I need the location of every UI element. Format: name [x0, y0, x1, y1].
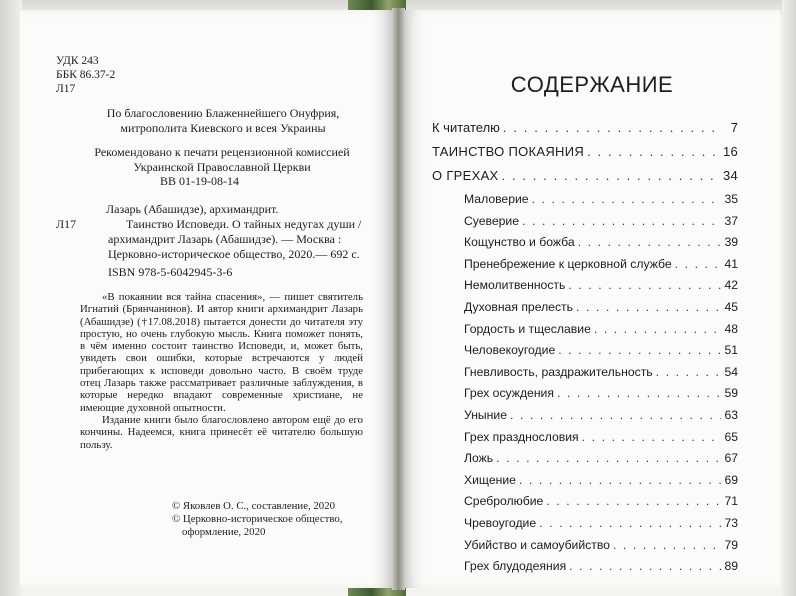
- copyright-line: © Церковно-историческое общество, оформление, 2020: [172, 513, 343, 538]
- toc-entry: [432, 559, 738, 581]
- toc-leader-dots: [557, 386, 721, 400]
- toc-entry-title: Гневливость, раздражительность: [464, 364, 653, 379]
- toc-entry-title: Ложь: [464, 451, 494, 466]
- toc-page-number: 16: [722, 144, 738, 159]
- toc-entry-title: О ГРЕХАХ: [432, 168, 499, 183]
- toc-entry-title: Уныние: [464, 407, 508, 422]
- toc-leader-dots: [502, 168, 720, 183]
- toc-page-number: 63: [724, 407, 738, 422]
- toc-page-number: 89: [724, 559, 738, 574]
- catalog-heading: Лазарь (Абашидзе), архимандрит.: [106, 202, 279, 216]
- toc-leader-dots: [510, 408, 721, 422]
- toc-leader-dots: [569, 559, 721, 573]
- toc-page-number: 73: [724, 515, 738, 530]
- toc-entry: [432, 430, 738, 452]
- toc-page-number: 39: [724, 235, 738, 250]
- toc-page-number: 41: [724, 256, 738, 271]
- toc-page-number: 79: [724, 537, 738, 552]
- copyright-line: © Яковлев О. С., составление, 2020: [172, 500, 335, 512]
- toc-entry: [432, 408, 738, 430]
- recommendation-line: Рекомендовано к печати рецензионной комиссией: [94, 145, 350, 159]
- toc-leader-dots: [539, 516, 721, 530]
- toc-section: [432, 168, 738, 192]
- toc-leader-dots: [587, 144, 720, 159]
- toc-entry: [432, 473, 738, 495]
- toc-entry-title: Пренебрежение к церковной службе: [464, 256, 672, 271]
- toc-leader-dots: [675, 257, 722, 271]
- toc-entry: [432, 516, 738, 538]
- toc-leader-dots: [594, 322, 722, 336]
- toc-leader-dots: [568, 278, 721, 292]
- toc-entry: [432, 300, 738, 322]
- classification-codes: [56, 54, 115, 96]
- toc-section: [432, 144, 738, 168]
- toc-leader-dots: [522, 214, 721, 228]
- isbn: ISBN 978-5-6042945-3-6: [108, 265, 233, 279]
- toc-title: СОДЕРЖАНИЕ: [510, 72, 674, 97]
- book-edge-left: [0, 0, 22, 596]
- udc-code: УДК 243: [56, 55, 99, 67]
- toc-page-number: 67: [724, 451, 738, 466]
- toc-leader-dots: [546, 494, 721, 508]
- catalog-record: [56, 202, 376, 280]
- toc-entry-title: Сребролюбие: [464, 494, 544, 509]
- toc-entry-title: Маловерие: [464, 192, 529, 206]
- toc-entry-title: Грех блудодеяния: [464, 559, 567, 574]
- toc-entry-title: Человекоугодие: [464, 343, 556, 358]
- toc-entry: [432, 257, 738, 279]
- toc-leader-dots: [532, 192, 722, 206]
- catalog-description: Таинство Исповеди. О тайных недугах души / архимандрит Лазарь (Абашидзе). — Москва : Церковно-историческое общество, 2020.— 692 с.: [108, 217, 362, 261]
- toc-entry-title: Духовная прелесть: [464, 299, 573, 314]
- toc-entry-title: Хищение: [464, 472, 516, 487]
- toc-entry: [432, 451, 738, 473]
- blessing-line: митрополита Киевского и всея Украины: [120, 120, 326, 135]
- toc-page-number: 69: [724, 472, 738, 487]
- toc-page-number: 7: [730, 120, 738, 135]
- toc-leader-dots: [582, 430, 722, 444]
- bbk-code: ББК 86.37-2: [56, 69, 116, 81]
- toc-entry: [432, 278, 738, 300]
- book-annotation: [80, 291, 363, 451]
- toc-entry: [432, 538, 738, 560]
- blessing-line: По благословению Блаженнейшего Онуфрия,: [106, 106, 340, 120]
- toc-entry: [432, 365, 738, 387]
- copyright-notices: [172, 500, 372, 539]
- catalog-code: Л17: [56, 217, 77, 231]
- toc-page-number: 51: [724, 343, 738, 358]
- toc-leader-dots: [519, 473, 722, 487]
- toc-page-number: 42: [724, 278, 738, 293]
- toc-entry: [432, 192, 738, 214]
- toc-entry: [432, 322, 738, 344]
- toc-section: [432, 120, 738, 144]
- toc-entry-title: Грех осуждения: [464, 386, 554, 401]
- toc-entry: [432, 235, 738, 257]
- toc-leader-dots: [613, 538, 721, 552]
- toc-entry-title: Гордость и тщеславие: [464, 321, 591, 336]
- toc-page-number: 45: [724, 299, 738, 314]
- toc-entry: [432, 386, 738, 408]
- toc-page-number: 35: [724, 192, 738, 206]
- toc-entry-title: ТАИНСТВО ПОКАЯНИЯ: [432, 144, 585, 159]
- toc-entry: [432, 343, 738, 365]
- toc-page-number: 59: [724, 386, 738, 401]
- toc-page-number: 37: [724, 213, 738, 228]
- toc-page-number: 54: [724, 364, 738, 379]
- toc-leader-dots: [576, 300, 721, 314]
- toc-entry-title: К читателю: [432, 120, 500, 135]
- toc-entry-title: Грех празднословия: [464, 429, 579, 444]
- toc-leader-dots: [558, 343, 721, 357]
- annotation-paragraph: «В покаянии вся тайна спасения», — пишет святитель Игнатий (Брянчанинов). И автор книги архимандрит Лазарь (Абашидзе) (†17.08.2018) пытается донести до читателя эту простую, но очень глубокую мысль. Книга поможет понять, в чём именно состоит таинство Исповеди, и, может быть, увидеть свои ошибки, которые встречаются у людей прибегающих к исповеди довольно часто. В своём труде отец Лазарь также рассматривает различные заблуждения, в которые нередко впадают современные христиане, не имеющие духовной опытности.: [80, 291, 363, 414]
- author-mark: Л17: [56, 83, 76, 95]
- toc-entry-title: Чревоугодие: [464, 515, 537, 530]
- recommendation-line: Украинской Православной Церкви: [133, 159, 311, 174]
- toc-entry-title: Немолитвенность: [464, 278, 566, 293]
- toc-entry-title: Кощунство и божба: [464, 235, 575, 250]
- toc-entry: [432, 214, 738, 236]
- blessing-note: [78, 106, 368, 135]
- book-edge-right: [782, 0, 796, 596]
- annotation-paragraph: Издание книги было благословлено автором ещё до его кончины. Надеемся, книга принесёт её читателю большую пользу.: [80, 413, 363, 451]
- table-of-contents: [432, 120, 738, 581]
- toc-entry-title: Убийство и самоубийство: [464, 537, 610, 552]
- toc-entry: [432, 494, 738, 516]
- toc-entry-title: Суеверие: [464, 213, 520, 228]
- toc-page-number: 48: [724, 321, 738, 336]
- toc-page-number: 34: [722, 168, 738, 183]
- toc-leader-dots: [496, 451, 721, 465]
- recommendation-note: [72, 145, 372, 174]
- toc-leader-dots: [578, 235, 722, 249]
- toc-leader-dots: [656, 365, 722, 379]
- toc-page-number: 71: [724, 494, 738, 509]
- toc-page-number: 65: [724, 429, 738, 444]
- toc-leader-dots: [503, 120, 723, 135]
- approval-code: ВВ 01-19-08-14: [160, 174, 239, 188]
